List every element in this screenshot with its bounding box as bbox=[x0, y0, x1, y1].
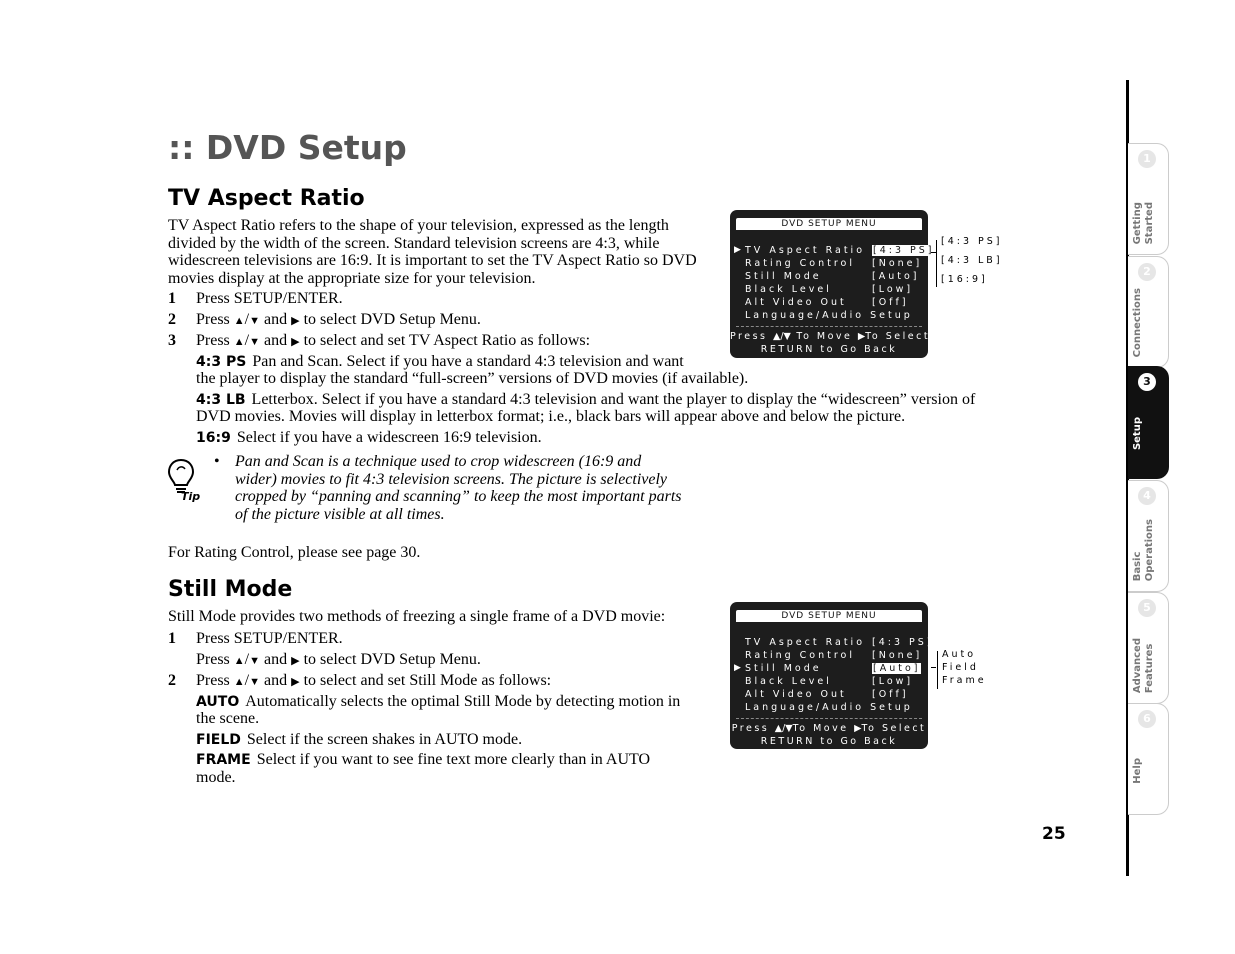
osd-header: DVD SETUP MENU bbox=[736, 218, 922, 230]
down-arrow-icon: ▼ bbox=[249, 315, 261, 327]
options-bracket bbox=[936, 240, 937, 287]
up-arrow-icon: ▲ bbox=[233, 315, 245, 327]
osd-footer-move: Press ▲/▼ To Move ▶To Select bbox=[730, 331, 931, 342]
osd-row-black-level: Black Level [Low] bbox=[745, 676, 914, 687]
tv-step-2: 2 Press ▲/▼ and ▶ to select DVD Setup Menu. bbox=[168, 311, 481, 328]
osd-row-still-mode: ▶ Still Mode [Auto] bbox=[734, 663, 921, 674]
osd-row-rating-control: Rating Control [None] bbox=[745, 650, 923, 661]
osd-footer-return: RETURN to Go Back bbox=[760, 344, 898, 355]
options-bracket bbox=[937, 651, 938, 689]
still-mode-heading: Still Mode bbox=[168, 577, 293, 602]
down-arrow-icon: ▼ bbox=[249, 676, 261, 688]
still-option-auto: AUTO Automatically selects the optimal Still Mode by detecting motion in bbox=[196, 693, 681, 710]
up-arrow-icon: ▲ bbox=[233, 655, 245, 667]
osd-separator bbox=[736, 718, 922, 719]
svg-text:Tip: Tip bbox=[181, 490, 201, 502]
right-arrow-icon: ▶ bbox=[857, 331, 866, 342]
tv-option-4-3-ps-cont: the player to display the standard “full-screen” versions of DVD movies (if available). bbox=[196, 370, 749, 387]
still-mode-options: Auto Field Frame bbox=[942, 649, 987, 686]
still-option-frame-cont: mode. bbox=[196, 769, 236, 786]
still-option-field: FIELD Select if the screen shakes in AUTO mode. bbox=[196, 731, 523, 748]
right-arrow-icon: ▶ bbox=[291, 676, 300, 688]
osd-row-rating-control: Rating Control [None] bbox=[745, 258, 923, 269]
osd-row-language-audio: Language/Audio Setup bbox=[745, 310, 913, 321]
chapter-2-icon: 2 bbox=[1138, 263, 1156, 281]
nav-tab-advanced-features[interactable]: 5 Advanced Features bbox=[1128, 592, 1169, 704]
osd-row-black-level: Black Level [Low] bbox=[745, 284, 914, 295]
still-option-auto-cont: the scene. bbox=[196, 710, 260, 727]
osd-footer-return: RETURN to Go Back bbox=[760, 736, 898, 747]
options-bracket-arm bbox=[931, 667, 936, 668]
right-arrow-icon: ▶ bbox=[291, 336, 300, 348]
chapter-4-icon: 4 bbox=[1138, 487, 1156, 505]
osd-row-language-audio: Language/Audio Setup bbox=[745, 702, 913, 713]
menu-pointer-icon: ▶ bbox=[734, 663, 741, 673]
chapter-5-icon: 5 bbox=[1138, 599, 1156, 617]
options-bracket-arm bbox=[931, 252, 936, 253]
chapter-3-icon: 3 bbox=[1138, 373, 1156, 391]
right-arrow-icon: ▶ bbox=[291, 315, 300, 327]
rating-control-note: For Rating Control, please see page 30. bbox=[168, 544, 421, 561]
down-arrow-icon: ▼ bbox=[249, 336, 261, 348]
still-step-2: 2 Press ▲/▼ and ▶ to select and set Still Mode as follows: bbox=[168, 672, 552, 689]
down-arrow-icon: ▼ bbox=[249, 655, 261, 667]
osd-row-tv-aspect-ratio: ▶ TV Aspect Ratio [4:3 PS] bbox=[734, 245, 935, 256]
osd-row-alt-video-out: Alt Video Out [Off] bbox=[745, 297, 909, 308]
tv-option-16-9: 16:9 Select if you have a widescreen 16:9 television. bbox=[196, 429, 542, 446]
menu-pointer-icon: ▶ bbox=[734, 245, 741, 255]
tip-note: • Pan and Scan is a technique used to crop widescreen (16:9 and wider) movies to fit 4:3 television screens. The picture is selectively cropped by “panning and scanning” to keep the most important parts of the picture visible at all times. bbox=[214, 453, 682, 523]
tv-step-1: 1 Press SETUP/ENTER. bbox=[168, 290, 343, 307]
osd-row-alt-video-out: Alt Video Out [Off] bbox=[745, 689, 909, 700]
still-intro-paragraph: Still Mode provides two methods of freezing a single frame of a DVD movie: bbox=[168, 608, 666, 625]
right-arrow-icon: ▶ bbox=[291, 655, 300, 667]
dvd-setup-menu-still bbox=[730, 602, 934, 749]
osd-row-still-mode: Still Mode [Auto] bbox=[745, 271, 920, 282]
page-title: :: DVD Setup bbox=[168, 128, 407, 167]
tv-option-4-3-lb: 4:3 LB Letterbox. Select if you have a standard 4:3 television and want the player to display the “widescreen” version of bbox=[196, 391, 976, 408]
up-down-arrow-icon: ▲/▼ bbox=[773, 331, 791, 342]
dvd-setup-menu-aspect bbox=[730, 210, 935, 358]
up-down-arrow-icon: ▲/▼ bbox=[774, 723, 793, 734]
nav-tab-basic-operations[interactable]: 4 Basic Operations bbox=[1128, 480, 1169, 592]
tv-intro-paragraph: TV Aspect Ratio refers to the shape of your television, expressed as the length divided by the width of the screen. Standard television screens are 4:3, while widescreen televisions are 16:9. It is important to set the TV Aspect Ratio so DVD movies display at the appropriate size for your television. bbox=[168, 217, 697, 287]
chapter-6-icon: 6 bbox=[1138, 710, 1156, 728]
osd-row-tv-aspect-ratio: TV Aspect Ratio [4:3 PS] bbox=[745, 637, 934, 648]
nav-tab-setup[interactable]: 3 Setup bbox=[1128, 366, 1169, 479]
right-arrow-icon: ▶ bbox=[854, 723, 862, 734]
osd-footer-move: Press ▲/▼To Move ▶To Select bbox=[731, 723, 927, 734]
tv-option-4-3-ps: 4:3 PS Pan and Scan. Select if you have a standard 4:3 television and want bbox=[196, 353, 684, 370]
tv-aspect-ratio-heading: TV Aspect Ratio bbox=[168, 186, 365, 211]
page-number: 25 bbox=[1042, 824, 1066, 844]
chapter-1-icon: 1 bbox=[1138, 150, 1156, 168]
aspect-ratio-options: [4:3 PS] [4:3 LB] [16:9] bbox=[941, 236, 1003, 285]
still-step-1b: Press ▲/▼ and ▶ to select DVD Setup Menu. bbox=[196, 651, 481, 668]
up-arrow-icon: ▲ bbox=[233, 676, 245, 688]
nav-tab-getting-started[interactable]: 1 Getting Started bbox=[1128, 143, 1169, 255]
nav-tab-connections[interactable]: 2 Connections bbox=[1128, 256, 1169, 368]
still-option-frame: FRAME Select if you want to see fine text more clearly than in AUTO bbox=[196, 751, 651, 768]
still-step-1: 1 Press SETUP/ENTER. bbox=[168, 630, 343, 647]
tv-option-4-3-lb-cont: DVD movies. Movies will display in letterbox format; i.e., black bars will appear above and below the picture. bbox=[196, 408, 906, 425]
osd-separator bbox=[736, 326, 922, 327]
osd-header: DVD SETUP MENU bbox=[736, 610, 922, 622]
tv-step-3: 3 Press ▲/▼ and ▶ to select and set TV Aspect Ratio as follows: bbox=[168, 332, 591, 349]
up-arrow-icon: ▲ bbox=[233, 336, 245, 348]
lightbulb-tip-icon bbox=[166, 456, 206, 502]
nav-tab-help[interactable]: 6 Help bbox=[1128, 703, 1169, 815]
